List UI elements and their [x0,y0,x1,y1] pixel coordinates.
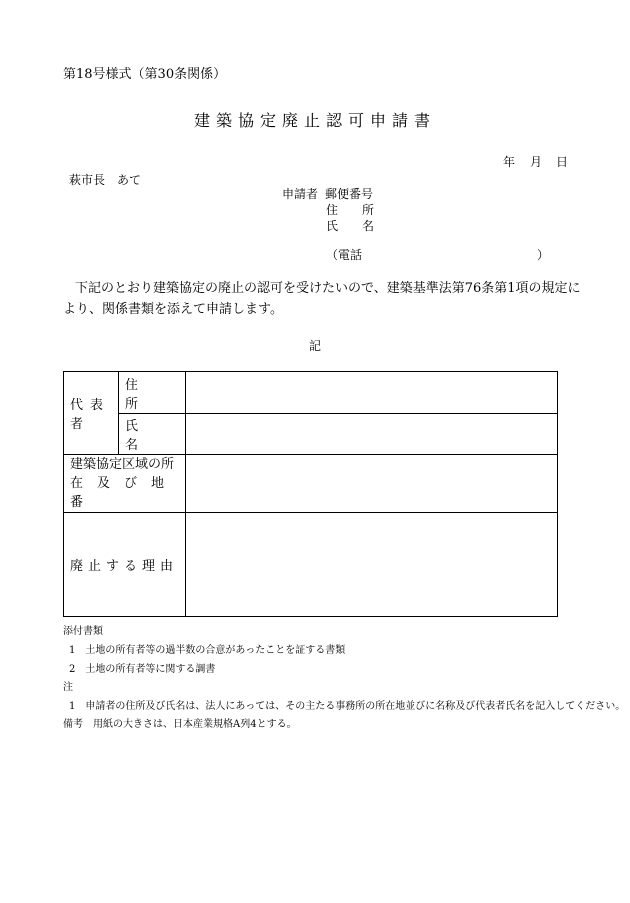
applicant-address-label: 住 所 [326,203,375,217]
notes-heading: 注 [63,682,73,693]
date-year: 年 [503,155,516,169]
remarks: 備考 用紙の大きさは、日本産業規格A列4とする。 [63,719,297,730]
rep-name-field[interactable] [186,414,558,455]
attachment-item-2: 2 土地の所有者等に関する調書 [69,664,216,675]
applicant-label: 申請者 [282,187,319,201]
attachment-item-1: 1 土地の所有者等の過半数の合意があったことを証する書類 [69,645,346,656]
attachments-heading: 添付書類 [63,626,103,637]
form-number: 第18号様式（第30条関係） [63,67,227,82]
area-location-label: 建築協定区域の所 在及び地番 [64,455,186,513]
application-statement: 下記のとおり建築協定の廃止の認可を受けたいので、建築基準法第76条第1項の規定により、関係書類を添えて申請します。 [63,281,581,317]
phone-close: ） [537,248,550,262]
rep-name-label: 氏 名 [119,414,186,455]
rep-address-label: 住 所 [119,372,186,414]
reason-label: 廃止する理由 [64,513,186,617]
rep-address-field[interactable] [186,372,558,414]
area-location-field[interactable] [186,455,558,513]
postal-code-label: 郵便番号 [325,187,374,201]
date-month: 月 [530,155,543,169]
application-table [63,371,558,617]
reason-field[interactable] [186,513,558,617]
representative-label: 代表者 [64,372,119,455]
date-day: 日 [556,155,569,169]
applicant-name-label: 氏 名 [326,219,375,233]
addressee: 萩市長 あて [69,173,142,187]
ki-heading: 記 [308,339,321,353]
document-title: 建築協定廃止認可申請書 [193,111,436,130]
note-item-1: 1 申請者の住所及び氏名は、法人にあっては、その主たる事務所の所在地並びに名称及び代表者氏名を記入してください。 [69,701,626,712]
phone-label: （電話 [326,248,363,262]
